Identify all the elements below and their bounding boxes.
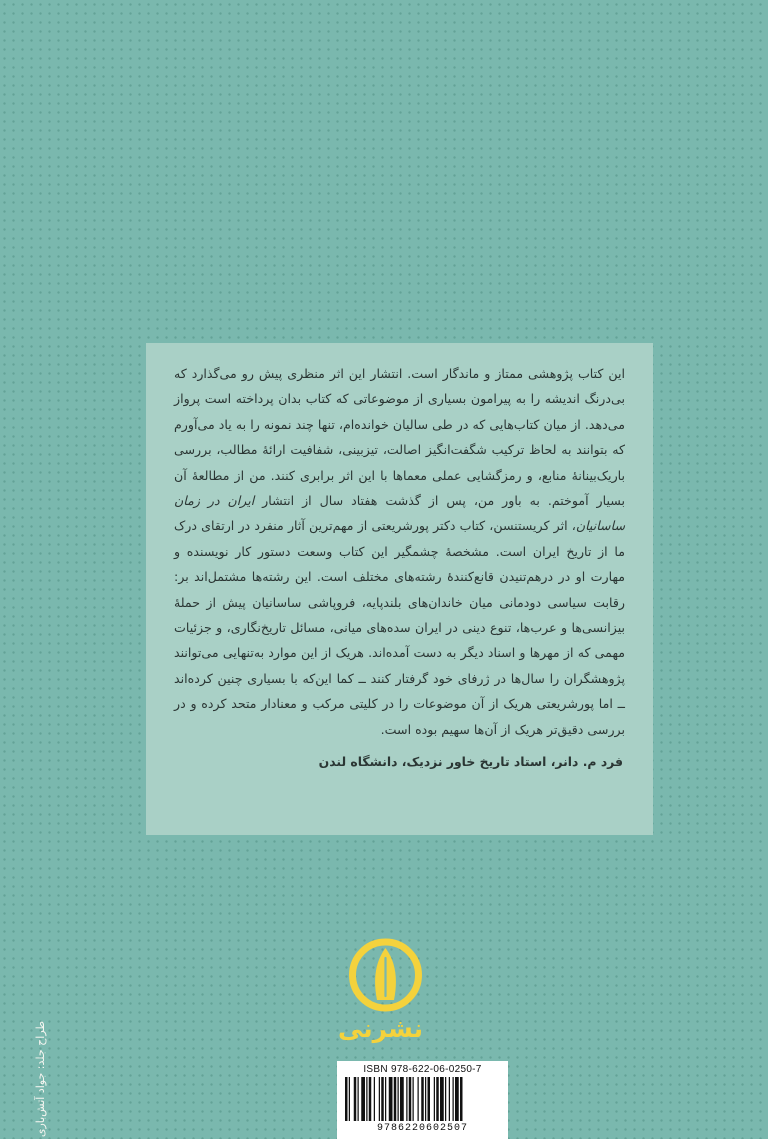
barcode-bar [453,1077,454,1121]
barcode-bar [400,1077,404,1121]
barcode-bar [418,1077,419,1121]
publisher-name: نشرنی [337,1014,423,1043]
barcode-bar [398,1077,399,1121]
barcode-bar [449,1077,450,1121]
barcode-bar [358,1077,359,1121]
barcode-bar [354,1077,357,1121]
barcode-digits: 9786220602507 [376,1123,468,1134]
back-cover-blurb [146,343,653,835]
barcode-bars [345,1077,500,1121]
barcode-bar [345,1077,348,1121]
publisher-logo-icon [348,938,423,1016]
barcode-bar [381,1077,384,1121]
publisher-logo [337,938,423,1050]
blurb-paragraph-part-1: این کتاب پژوهشی ممتاز و ماندگار است. انتشار این اثر منظری پیش رو می‌گذارد که بی‌درنگ اندیشه را به پیرامون بسیاری از موضوعاتی که کتاب بدان پرداخته است پرواز می‌دهد. از میان کتاب‌هایی که در طی سالیان خوانده‌ام، تنها چند نمونه را به یاد می‌آورم که بتوانند به لحاظ ترکیب شگفت‌انگیز اصالت، تیزبینی، شفافیت ارائهٔ مطالب، بررسی باریک‌بینانهٔ منابع، و رمزگشایی عملی معماها با این اثر برابری کنند. من از مطالعهٔ آن بسیار آموختم. به باور من، پس از گذشت هفتاد سال از انتشار [174,366,625,509]
barcode-bar [440,1077,444,1121]
barcode-bar [455,1077,459,1121]
barcode-bar [425,1077,426,1121]
barcode-bar [445,1077,446,1121]
blurb-paragraph-part-2: ، اثر کریستنسن، کتاب دکتر پورشریعتی از مهم‌ترین آثار منفرد در ارتقای درک ما از تاریخ ایران است. مشخصهٔ چشمگیر این کتاب وسعت دستور کار نویسنده و مهارت او در درهم‌تنیدن قانع‌کنندهٔ رشته‌های مختلف است. این رشته‌ها مشتمل‌اند بر: رقابت سیاسی دودمانی میان خاندان‌های بلندپایه، فروپاشی ساسانیان پیش از حملهٔ بیزانسی‌ها و عرب‌ها، تنوع دینی در ایران سده‌های میانی، مسائل تاریخ‌نگاری، و جزئیات مهمی که از مهرها و اسناد دیگر به دست آمده‌اند. هریک از این موارد به‌تنهایی می‌توانند پژوهشگران را سال‌ها در ژرفای خود گرفتار کنند ــ کما این‌که با بسیاری چنین کرده‌اند ــ اما پورشریعتی هریک از آن موضوعات را در کلیتی مرکب و معنادار متحد کرده و در بررسی دقیق‌تر هریک از آن‌ها سهیم بوده است. [174,518,625,737]
barcode-bar [349,1077,350,1121]
barcode-bar [385,1077,386,1121]
barcode-bar [389,1077,393,1121]
cover-designer-credit: طراح جلد: جواد آتش‌باری [34,1020,47,1138]
barcode-bar [369,1077,372,1121]
blurb-signature: فرد م. دانر، استاد تاریخ خاور نزدیک، دانشگاه لندن [318,754,623,770]
barcode-bar [361,1077,365,1121]
cited-book-title: ایران در زمان ساسانیان [174,493,625,534]
isbn-barcode [337,1061,508,1139]
barcode-bar [413,1077,414,1121]
barcode-bar [434,1077,435,1121]
barcode-bar [428,1077,431,1121]
barcode-bar [366,1077,367,1121]
barcode-bar [409,1077,412,1121]
barcode-bar [436,1077,439,1121]
isbn-label: ISBN 978-622-06-0250-7 [363,1064,482,1075]
barcode-bar [374,1077,375,1121]
barcode-bar [406,1077,407,1121]
barcode-bar [460,1077,463,1121]
barcode-bar [394,1077,397,1121]
blurb-text [174,361,625,742]
barcode-bar [421,1077,424,1121]
barcode-bar [379,1077,380,1121]
